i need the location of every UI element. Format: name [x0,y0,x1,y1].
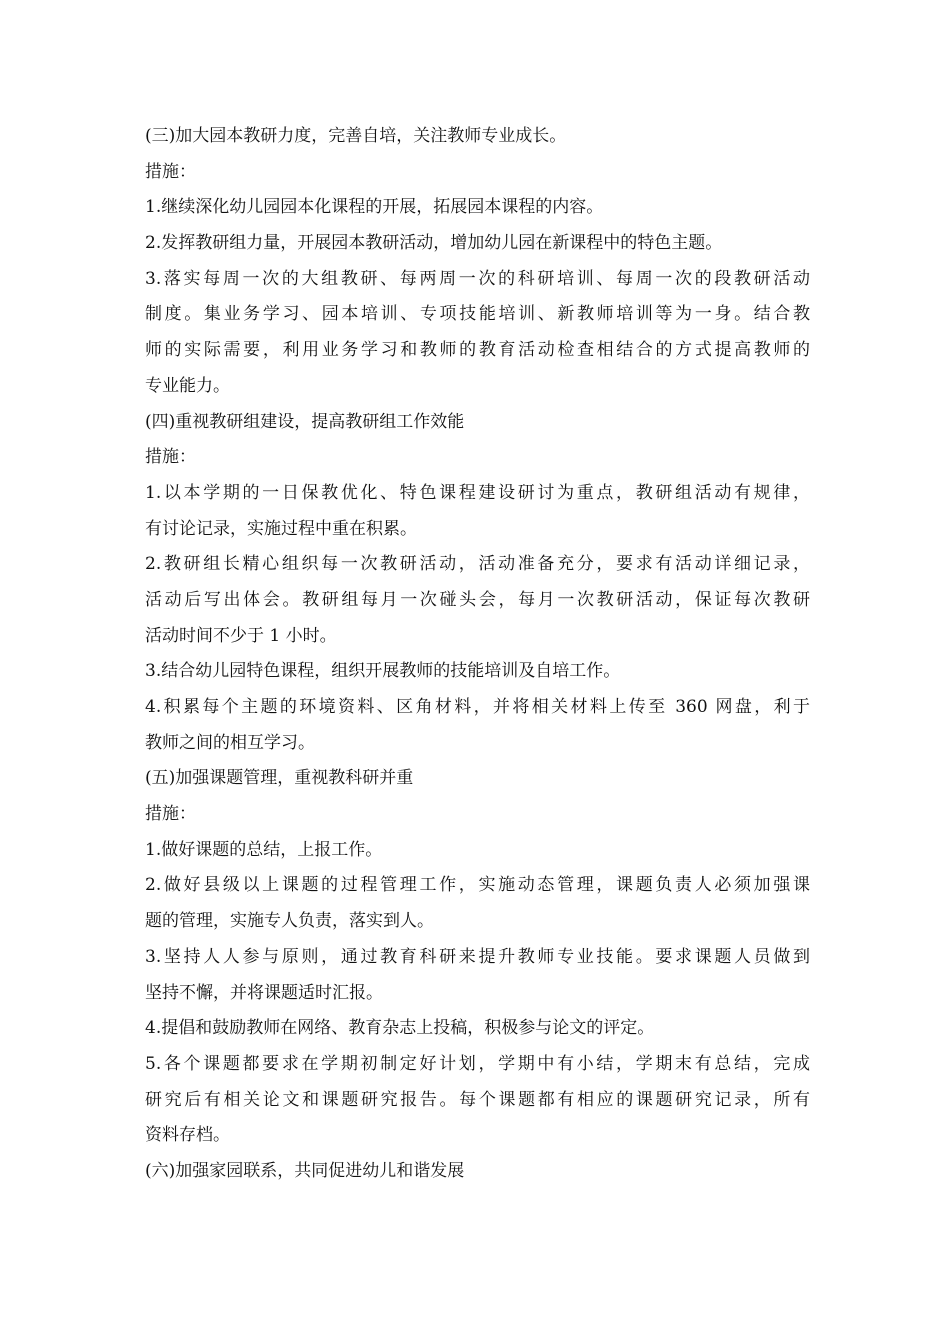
line-8: 专业能力。 [145,375,230,396]
line-29: 资料存档。 [145,1125,230,1146]
line-1: (三)加大园本教研力度，完善自培，关注教师专业成长。 [145,126,567,146]
line-2: 措施： [145,161,196,182]
line-22: 2.做好县级以上课题的过程管理工作，实施动态管理，课题负责人必须加强课 [145,875,810,896]
line-25: 坚持不懈，并将课题适时汇报。 [145,982,383,1003]
document-page [145,119,810,1190]
line-18: 教师之间的相互学习。 [145,732,315,753]
line-9: (四)重视教研组建设，提高教研组工作效能 [145,411,465,432]
line-16: 3.结合幼儿园特色课程，组织开展教师的技能培训及自培工作。 [145,661,621,682]
line-28: 研究后有相关论文和课题研究报告。每个课题都有相应的课题研究记录，所有 [145,1089,810,1110]
line-27: 5.各个课题都要求在学期初制定好计划，学期中有小结，学期末有总结，完成 [145,1053,810,1074]
line-19: (五)加强课题管理，重视教科研并重 [145,768,414,789]
line-13: 2.教研组长精心组织每一次教研活动，活动准备充分，要求有活动详细记录， [145,554,810,575]
line-14: 活动后写出体会。教研组每月一次碰头会，每月一次教研活动，保证每次教研 [145,589,810,610]
line-4: 2.发挥教研组力量，开展园本教研活动，增加幼儿园在新课程中的特色主题。 [145,233,723,254]
line-23: 题的管理，实施专人负责，落实到人。 [145,911,434,932]
line-21: 1.做好课题的总结，上报工作。 [145,839,383,860]
line-12: 有讨论记录，实施过程中重在积累。 [145,518,417,539]
line-10: 措施： [145,447,196,468]
line-26: 4.提倡和鼓励教师在网络、教育杂志上投稿，积极参与论文的评定。 [145,1018,655,1039]
line-5: 3.落实每周一次的大组教研、每两周一次的科研培训、每周一次的段教研活动 [145,268,810,289]
line-11: 1.以本学期的一日保教优化、特色课程建设研讨为重点，教研组活动有规律， [145,482,810,503]
line-3: 1.继续深化幼儿园园本化课程的开展，拓展园本课程的内容。 [145,197,604,218]
line-15: 活动时间不少于 1 小时。 [145,625,337,646]
line-7: 师的实际需要，利用业务学习和教师的教育活动检查相结合的方式提高教师的 [145,340,810,361]
line-24: 3.坚持人人参与原则，通过教育科研来提升教师专业技能。要求课题人员做到 [145,946,810,967]
line-6: 制度。集业务学习、园本培训、专项技能培训、新教师培训等为一身。结合教 [145,304,810,325]
line-17: 4.积累每个主题的环境资料、区角材料，并将相关材料上传至 360 网盘，利于 [145,697,810,717]
line-30: (六)加强家园联系，共同促进幼儿和谐发展 [145,1160,465,1181]
line-20: 措施： [145,804,196,825]
